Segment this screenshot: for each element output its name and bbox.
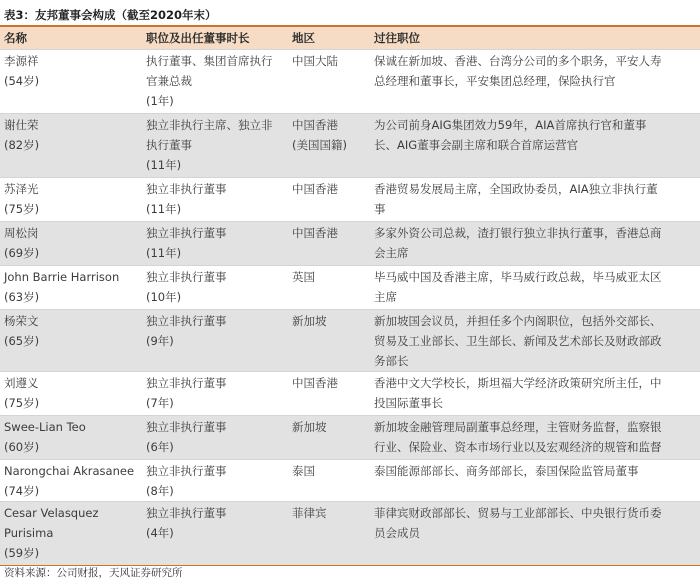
cell-position-line: 官兼总裁	[146, 74, 192, 88]
cell-name	[0, 178, 142, 222]
cell-history	[370, 114, 700, 178]
cell-name-line: Narongchai Akrasanee	[4, 464, 135, 478]
cell-region	[288, 310, 370, 372]
cell-region	[288, 222, 370, 266]
cell-position	[142, 502, 288, 566]
cell-position-line: 独立非执行董事	[146, 182, 227, 196]
cell-name	[0, 310, 142, 372]
table-row	[0, 372, 700, 416]
cell-position-line: 独立非执行董事	[146, 270, 227, 284]
cell-position-line: 独立非执行董事	[146, 420, 227, 434]
cell-position	[142, 460, 288, 502]
cell-region-line: 新加坡	[292, 420, 327, 434]
header-row	[0, 26, 700, 50]
cell-position	[142, 222, 288, 266]
cell-name-line: 谢仕荣	[4, 118, 39, 132]
cell-name-line: (54岁)	[4, 74, 40, 88]
cell-position-line: (11年)	[146, 202, 182, 216]
cell-position	[142, 266, 288, 310]
header-history: 过往职位	[370, 26, 700, 50]
cell-region	[288, 50, 370, 114]
table-row	[0, 416, 700, 460]
cell-region-line: (美国国籍)	[292, 138, 347, 152]
cell-position-line: 执行董事	[146, 138, 192, 152]
cell-position-line: 独立非执行董事	[146, 314, 227, 328]
cell-region-line: 中国香港	[292, 226, 338, 240]
table-row	[0, 178, 700, 222]
cell-position-line: (6年)	[146, 440, 174, 454]
table-row	[0, 50, 700, 114]
cell-history	[370, 222, 700, 266]
cell-region-line: 菲律宾	[292, 506, 327, 520]
cell-position	[142, 416, 288, 460]
cell-history	[370, 502, 700, 566]
cell-name-line: Cesar Velasquez	[4, 506, 99, 520]
cell-position	[142, 310, 288, 372]
cell-name	[0, 50, 142, 114]
cell-region	[288, 502, 370, 566]
cell-position-line: (9年)	[146, 334, 174, 348]
cell-history-line: 长、AIG董事会副主席和联合首席运营官	[374, 138, 579, 152]
cell-name-line: John Barrie Harrison	[4, 270, 120, 284]
cell-name-line: (65岁)	[4, 334, 40, 348]
cell-history	[370, 266, 700, 310]
cell-name-line: 杨荣文	[4, 314, 39, 328]
cell-history-line: 保诚在新加坡、香港、台湾分公司的多个职务，平安人寿	[374, 54, 662, 68]
cell-position-line: (11年)	[146, 158, 182, 172]
table-row	[0, 266, 700, 310]
cell-region	[288, 460, 370, 502]
header-region: 地区	[288, 26, 370, 50]
cell-position-line: (11年)	[146, 246, 182, 260]
header-name: 名称	[0, 26, 142, 50]
cell-name-line: 刘遵义	[4, 376, 39, 390]
cell-history	[370, 460, 700, 502]
cell-name-line: Purisima	[4, 526, 54, 540]
cell-history-line: 投国际董事长	[374, 396, 443, 410]
table-row	[0, 460, 700, 502]
cell-history	[370, 310, 700, 372]
cell-position-line: (8年)	[146, 484, 174, 498]
cell-position-line: 独立非执行主席、独立非	[146, 118, 273, 132]
cell-name	[0, 416, 142, 460]
cell-name-line: (59岁)	[4, 546, 40, 560]
cell-name-line: 苏泽光	[4, 182, 39, 196]
cell-region	[288, 416, 370, 460]
cell-region	[288, 372, 370, 416]
cell-position-line: 独立非执行董事	[146, 464, 227, 478]
cell-name	[0, 502, 142, 566]
cell-name	[0, 460, 142, 502]
cell-position-line: (4年)	[146, 526, 174, 540]
cell-region-line: 中国香港	[292, 118, 338, 132]
header-position: 职位及出任董事时长	[142, 26, 288, 50]
cell-region-line: 中国香港	[292, 182, 338, 196]
cell-name-line: (75岁)	[4, 202, 40, 216]
cell-region-line: 中国香港	[292, 376, 338, 390]
cell-history-line: 总经理和董事长，平安集团总经理，保险执行官	[374, 74, 616, 88]
cell-history-line: 主席	[374, 290, 397, 304]
cell-history-line: 为公司前身AIG集团效力59年，AIA首席执行官和董事	[374, 118, 647, 132]
cell-history-line: 新加坡国会议员，并担任多个内阁职位，包括外交部长、	[374, 314, 662, 328]
cell-region	[288, 178, 370, 222]
cell-history	[370, 178, 700, 222]
cell-history	[370, 416, 700, 460]
cell-history-line: 香港中文大学校长，斯坦福大学经济政策研究所主任，中	[374, 376, 662, 390]
cell-region-line: 中国大陆	[292, 54, 338, 68]
cell-name-line: (60岁)	[4, 440, 40, 454]
cell-region-line: 英国	[292, 270, 315, 284]
cell-history-line: 泰国能源部部长、商务部部长，泰国保险监管局董事	[374, 464, 639, 478]
cell-history	[370, 50, 700, 114]
cell-history	[370, 372, 700, 416]
cell-position	[142, 178, 288, 222]
cell-name-line: (75岁)	[4, 396, 40, 410]
cell-history-line: 会主席	[374, 246, 409, 260]
source-note: 资料来源：公司财报，天风证券研究所	[4, 567, 183, 579]
cell-history-line: 多家外资公司总裁，渣打银行独立非执行董事，香港总商	[374, 226, 662, 240]
cell-history-line: 香港贸易发展局主席，全国政协委员，AIA独立非执行董	[374, 182, 658, 196]
cell-position-line: 独立非执行董事	[146, 226, 227, 240]
cell-name	[0, 372, 142, 416]
table-row	[0, 502, 700, 566]
cell-history-line: 毕马威中国及香港主席，毕马威行政总裁，毕马威亚太区	[374, 270, 662, 284]
cell-history-line: 行业、保险业、资本市场行业以及宏观经济的规管和监督	[374, 440, 662, 454]
cell-history-line: 务部长	[374, 354, 409, 368]
cell-name-line: (63岁)	[4, 290, 40, 304]
table-row	[0, 222, 700, 266]
cell-position-line: 独立非执行董事	[146, 506, 227, 520]
cell-name-line: 周松岗	[4, 226, 39, 240]
cell-region-line: 泰国	[292, 464, 315, 478]
cell-region	[288, 266, 370, 310]
cell-name-line: Swee-Lian Teo	[4, 420, 86, 434]
cell-name-line: 李源祥	[4, 54, 39, 68]
table-title: 表3：友邦董事会构成（截至2020年末）	[4, 8, 217, 22]
cell-history-line: 员会成员	[374, 526, 420, 540]
cell-position-line: (1年)	[146, 94, 174, 108]
cell-name	[0, 114, 142, 178]
cell-position-line: (7年)	[146, 396, 174, 410]
cell-name-line: (74岁)	[4, 484, 40, 498]
board-table	[0, 25, 700, 566]
cell-history-line: 事	[374, 202, 386, 216]
cell-position	[142, 372, 288, 416]
cell-position-line: (10年)	[146, 290, 182, 304]
cell-region	[288, 114, 370, 178]
table-row	[0, 310, 700, 372]
cell-position	[142, 114, 288, 178]
cell-position-line: 独立非执行董事	[146, 376, 227, 390]
cell-name-line: (69岁)	[4, 246, 40, 260]
cell-name	[0, 222, 142, 266]
cell-name-line: (82岁)	[4, 138, 40, 152]
cell-name	[0, 266, 142, 310]
cell-position-line: 执行董事、集团首席执行	[146, 54, 273, 68]
cell-history-line: 新加坡金融管理局副董事总经理，主管财务监督，监察银	[374, 420, 662, 434]
cell-position	[142, 50, 288, 114]
cell-region-line: 新加坡	[292, 314, 327, 328]
cell-history-line: 贸易及工业部长、卫生部长、新闻及艺术部长及财政部政	[374, 334, 662, 348]
table-row	[0, 114, 700, 178]
cell-history-line: 菲律宾财政部部长、贸易与工业部部长、中央银行货币委	[374, 506, 662, 520]
